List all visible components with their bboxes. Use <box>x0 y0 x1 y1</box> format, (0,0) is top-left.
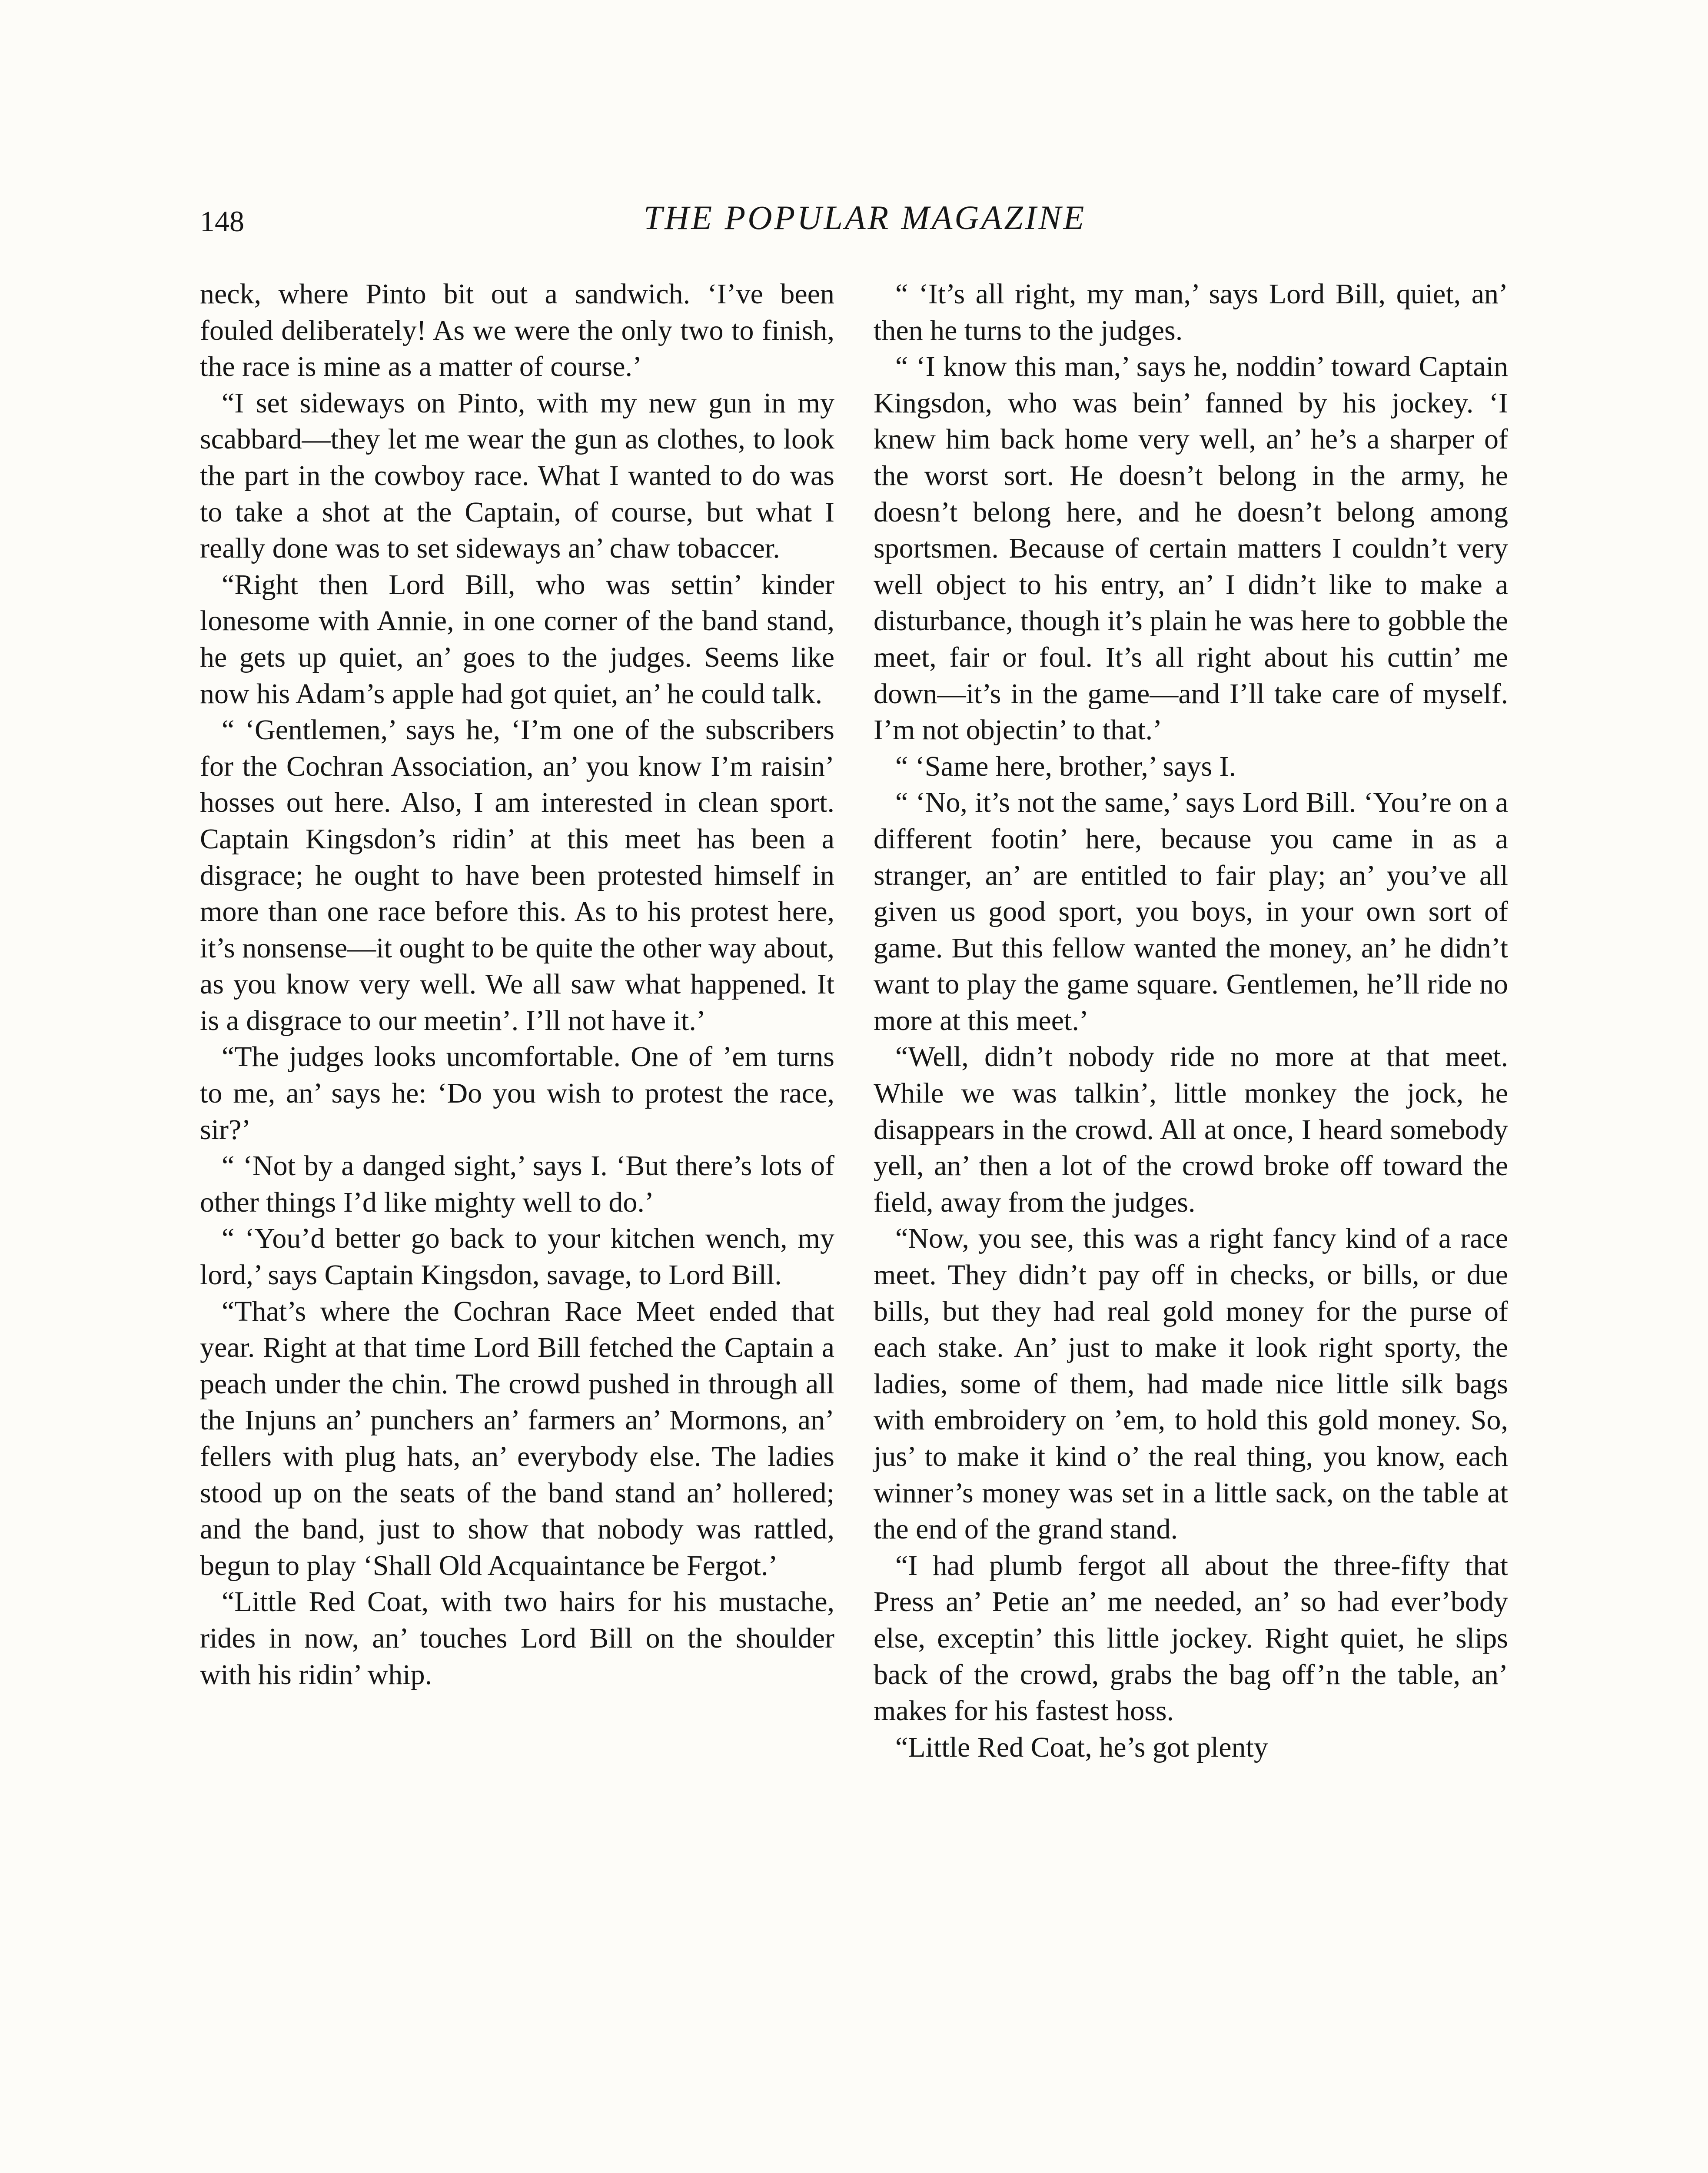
paragraph: “ ‘I know this man,’ says he, noddin’ toward Captain Kingsdon, who was bein’ fanned by his jockey. ‘I knew him back home very well, an’ he’s a sharper of the worst sort. He doesn’t belong in the army, he doesn’t belong here, and he doesn’t belong among sportsmen. Because of certain matters I couldn’t very well object to his entry, an’ I didn’t like to make a disturbance, though it’s plain he was here to gobble the meet, fair or foul. It’s all right about his cuttin’ me down—it’s in the game—and I’ll take care of myself. I’m not objectin’ to that.’ <box>874 351 1508 746</box>
paragraph: “I had plumb fergot all about the three-fifty that Press an’ Petie an’ me needed, an’ so had ever’body else, exceptin’ this little jockey. Right quiet, he slips back of the crowd, grabs the bag off’n the table, an’ makes for his fastest hoss. <box>874 1549 1508 1727</box>
paragraph: “I set sideways on Pinto, with my new gun in my scabbard—they let me wear the gun as clothes, to look the part in the cowboy race. What I wanted to do was to take a shot at the Captain, of course, but what I really done was to set sideways an’ chaw tobaccer. <box>200 387 834 565</box>
right-column <box>874 276 1508 1765</box>
paragraph: “Little Red Coat, he’s got plenty <box>895 1731 1268 1763</box>
paragraph: “That’s where the Cochran Race Meet ended that year. Right at that time Lord Bill fetched the Captain a peach under the chin. The crowd pushed in through all the Injuns an’ punchers an’ farmers an’ Mormons, an’ fellers with plug hats, an’ everybody else. The ladies stood up on the seats of the band stand an’ hollered; and the band, just to show that nobody was rattled, begun to play ‘Shall Old Acquaintance be Fergot.’ <box>200 1295 834 1582</box>
paragraph: “ ‘It’s all right, my man,’ says Lord Bill, quiet, an’ then he turns to the judges. <box>874 278 1508 346</box>
paragraph: “Little Red Coat, with two hairs for his mustache, rides in now, an’ touches Lord Bill on the shoulder with his ridin’ whip. <box>200 1586 834 1691</box>
paragraph: “Well, didn’t nobody ride no more at that meet. While we was talkin’, little monkey the jock, he disappears in the crowd. All at once, I heard somebody yell, an’ then a lot of the crowd broke off toward the field, away from the judges. <box>874 1041 1508 1218</box>
paragraph: “ ‘You’d better go back to your kitchen wench, my lord,’ says Captain Kingsdon, savage, to Lord Bill. <box>200 1223 834 1291</box>
running-head: THE POPULAR MAGAZINE <box>643 199 1087 236</box>
page-number: 148 <box>200 205 244 238</box>
left-column <box>200 276 834 1693</box>
paragraph: “Right then Lord Bill, who was settin’ kinder lonesome with Annie, in one corner of the band stand, he gets up quiet, an’ goes to the judges. Seems like now his Adam’s apple had got quiet, an’ he could talk. <box>200 568 834 710</box>
paragraph: “The judges looks uncomfortable. One of ’em turns to me, an’ says he: ‘Do you wish to protest the race, sir?’ <box>200 1041 834 1146</box>
paragraph: “ ‘Gentlemen,’ says he, ‘I’m one of the subscribers for the Cochran Association, an’ you know I’m raisin’ hosses out here. Also, I am interested in clean sport. Captain Kingsdon’s ridin’ at this meet has been a disgrace; he ought to have been protested himself in more than one race before this. As to his protest here, it’s nonsense—it ought to be quite the other way about, as you know very well. We all saw what happened. It is a disgrace to our meetin’. I’ll not have it.’ <box>200 714 834 1037</box>
paragraph: “Now, you see, this was a right fancy kind of a race meet. They didn’t pay off in checks, or bills, or due bills, but they had real gold money for the purse of each stake. An’ just to make it look right sporty, the ladies, some of them, had made nice little silk bags with embroidery on ’em, to hold this gold money. So, jus’ to make it kind o’ the real thing, you know, each winner’s money was set in a little sack, on the table at the end of the grand stand. <box>874 1223 1508 1545</box>
paragraph: neck, where Pinto bit out a sandwich. ‘I’ve been fouled deliberately! As we were the only two to finish, the race is mine as a matter of course.’ <box>200 278 834 383</box>
paragraph: “ ‘Same here, brother,’ says I. <box>895 750 1236 782</box>
paragraph: “ ‘Not by a danged sight,’ says I. ‘But there’s lots of other things I’d like mighty well to do.’ <box>200 1150 834 1218</box>
paragraph: “ ‘No, it’s not the same,’ says Lord Bill. ‘You’re on a different footin’ here, because you came in as a stranger, an’ are entitled to fair play; an’ you’ve all given us good sport, you boys, in your own sort of game. But this fellow wanted the money, an’ he didn’t want to play the game square. Gentlemen, he’ll ride no more at this meet.’ <box>874 787 1508 1037</box>
